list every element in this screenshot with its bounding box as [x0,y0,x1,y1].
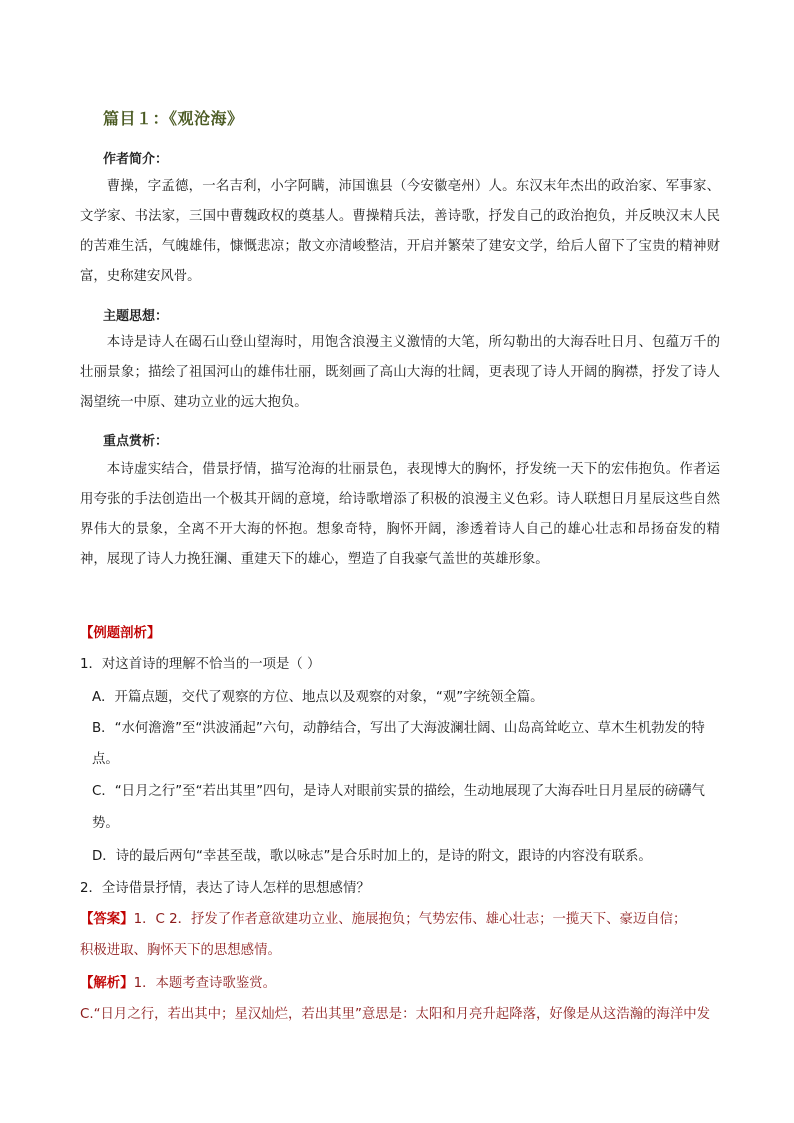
answer-line2: 积极进取、胸怀天下的思想感情。 [80,943,281,958]
author-heading: 作者简介： [103,152,169,167]
answer-text: 1．C 2．抒发了作者意欲建功立业、施展抱负；气势宏伟、雄心壮志；一揽天下、豪迈自信； [133,912,687,927]
analysis-label: 【解析】 [80,976,134,991]
option-a: A．开篇点题，交代了观察的方位、地点以及观察的对象，“观”字统领全篇。 [92,690,544,705]
question-2: 2．全诗借景抒情，表达了诗人怎样的思想感情？ [80,881,370,896]
theme-heading: 主题思想： [103,309,169,324]
option-b-line1: B．“水何澹澹”至“洪波涌起”六句，动静结合，写出了大海波澜壮阔、山岛高耸屹立、草木生机勃发的特 [92,721,705,736]
theme-paragraph: 本诗是诗人在碣石山登山望海时，用饱含浪漫主义激情的大笔，所勾勒出的大海吞吐日月、包蕴万千的壮丽景象；描绘了祖国河山的雄伟壮丽，既刻画了高山大海的壮阔，更表现了诗人开阔的胸襟，抒发了诗人渴望统一中原、建功立业的远大抱负。 [80,335,720,410]
answer-line1 [80,908,686,927]
page-title: 篇目１：《观沧海》 [103,109,244,128]
question-1: 1．对这首诗的理解不恰当的一项是（ ） [80,657,321,672]
key-heading: 重点赏析： [103,434,169,449]
option-d: D．诗的最后两句“幸甚至哉，歌以咏志”是合乐时加上的，是诗的附文，跟诗的内容没有联系。 [92,849,652,864]
option-c-line1: C．“日月之行”至“若出其里”四句，是诗人对眼前实景的描绘，生动地展现了大海吞吐日月星辰的磅礴气 [92,784,705,799]
example-heading: 【例题剖析】 [80,626,161,641]
answer-label: 【答案】 [80,912,134,927]
analysis-text: 1．本题考查诗歌鉴赏。 [133,976,276,991]
option-b-line2: 点。 [92,752,119,767]
option-c-line2: 势。 [92,816,119,831]
author-paragraph: 曹操，字孟德，一名吉利，小字阿瞒，沛国谯县（今安徽亳州）人。东汉末年杰出的政治家、军事家、文学家、书法家，三国中曹魏政权的奠基人。曹操精兵法，善诗歌，抒发自己的政治抱负，并反映汉末人民的苦难生活，气魄雄伟，慷慨悲凉；散文亦清峻整洁，开启并繁荣了建安文学，给后人留下了宝贵的精神财富，史称建安风骨。 [80,179,720,284]
analysis-line2: C.“日月之行，若出其中；星汉灿烂，若出其里”意思是：太阳和月亮升起降落，好像是从这浩瀚的海洋中发 [80,1007,711,1022]
analysis-line1 [80,972,276,991]
key-paragraph: 本诗虚实结合，借景抒情，描写沧海的壮丽景色，表现博大的胸怀，抒发统一天下的宏伟抱负。作者运用夸张的手法创造出一个极其开阔的意境，给诗歌增添了积极的浪漫主义色彩。诗人联想日月星辰这些自然界伟大的景象，全离不开大海的怀抱。想象奇特，胸怀开阔，渗透着诗人自己的雄心壮志和昂扬奋发的精神，展现了诗人力挽狂澜、重建天下的雄心，塑造了自我豪气盖世的英雄形象。 [80,462,720,567]
